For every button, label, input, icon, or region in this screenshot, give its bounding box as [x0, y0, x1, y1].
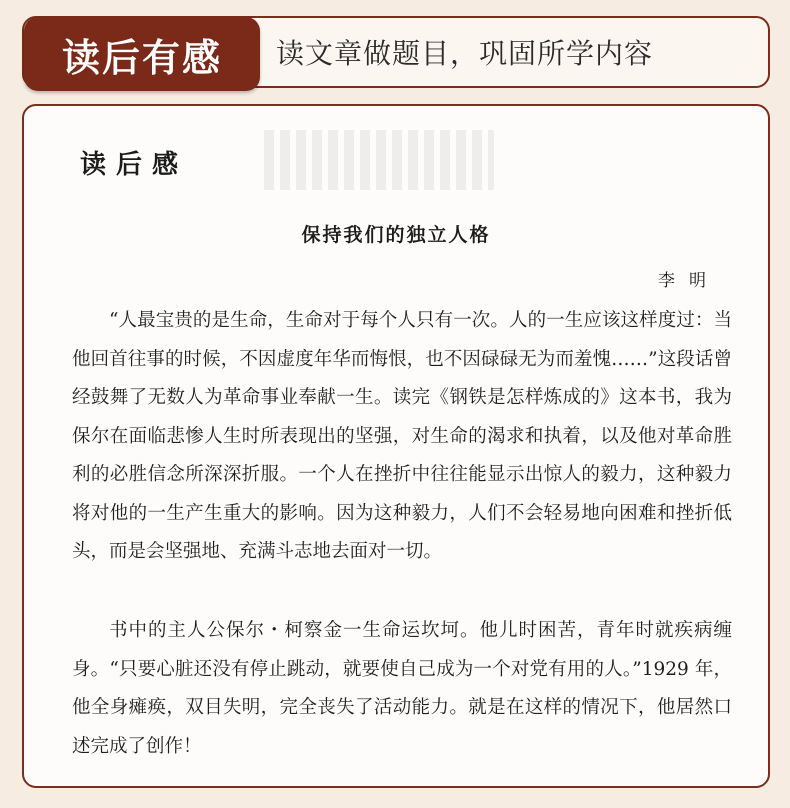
bleed-through-texture	[264, 130, 494, 190]
paragraph-1: “人最宝贵的是生命，生命对于每个人只有一次。人的一生应该这样度过：当他回首往事的时候，不因虚度年华而悔恨，也不因碌碌无为而羞愧……”这段话曾经鼓舞了无数人为革命事业奉献一生。读完《钢铁是怎样炼成的》这本书，我为保尔在面临悲惨人生时所表现出的坚强，对生命的渴求和执着，以及他对革命胜利的必胜信念所深深折服。一个人在挫折中往往能显示出惊人的毅力，这种毅力将对他的一生产生重大的影响。因为这种毅力，人们不会轻易地向困难和挫折低头，而是会坚强地、充满斗志地去面对一切。	[72, 310, 732, 562]
content-card	[22, 104, 770, 788]
document-page	[24, 106, 768, 786]
header-subtitle: 读文章做题目，巩固所学内容	[276, 37, 654, 70]
header-tag: 读后有感	[24, 17, 260, 91]
paragraph-2: 书中的主人公保尔・柯察金一生命运坎坷。他儿时困苦，青年时就疾病缠身。“只要心脏还没有停止跳动，就要使自己成为一个对党有用的人。”1929 年，他全身瘫痪，双目失明，完全丧失了活动能力。就是在这样的情况下，他居然口述完成了创作！	[72, 620, 732, 757]
article-title: 保持我们的独立人格	[301, 224, 491, 246]
article-author: 李明	[658, 271, 720, 291]
section-title: 读后感	[80, 150, 189, 180]
